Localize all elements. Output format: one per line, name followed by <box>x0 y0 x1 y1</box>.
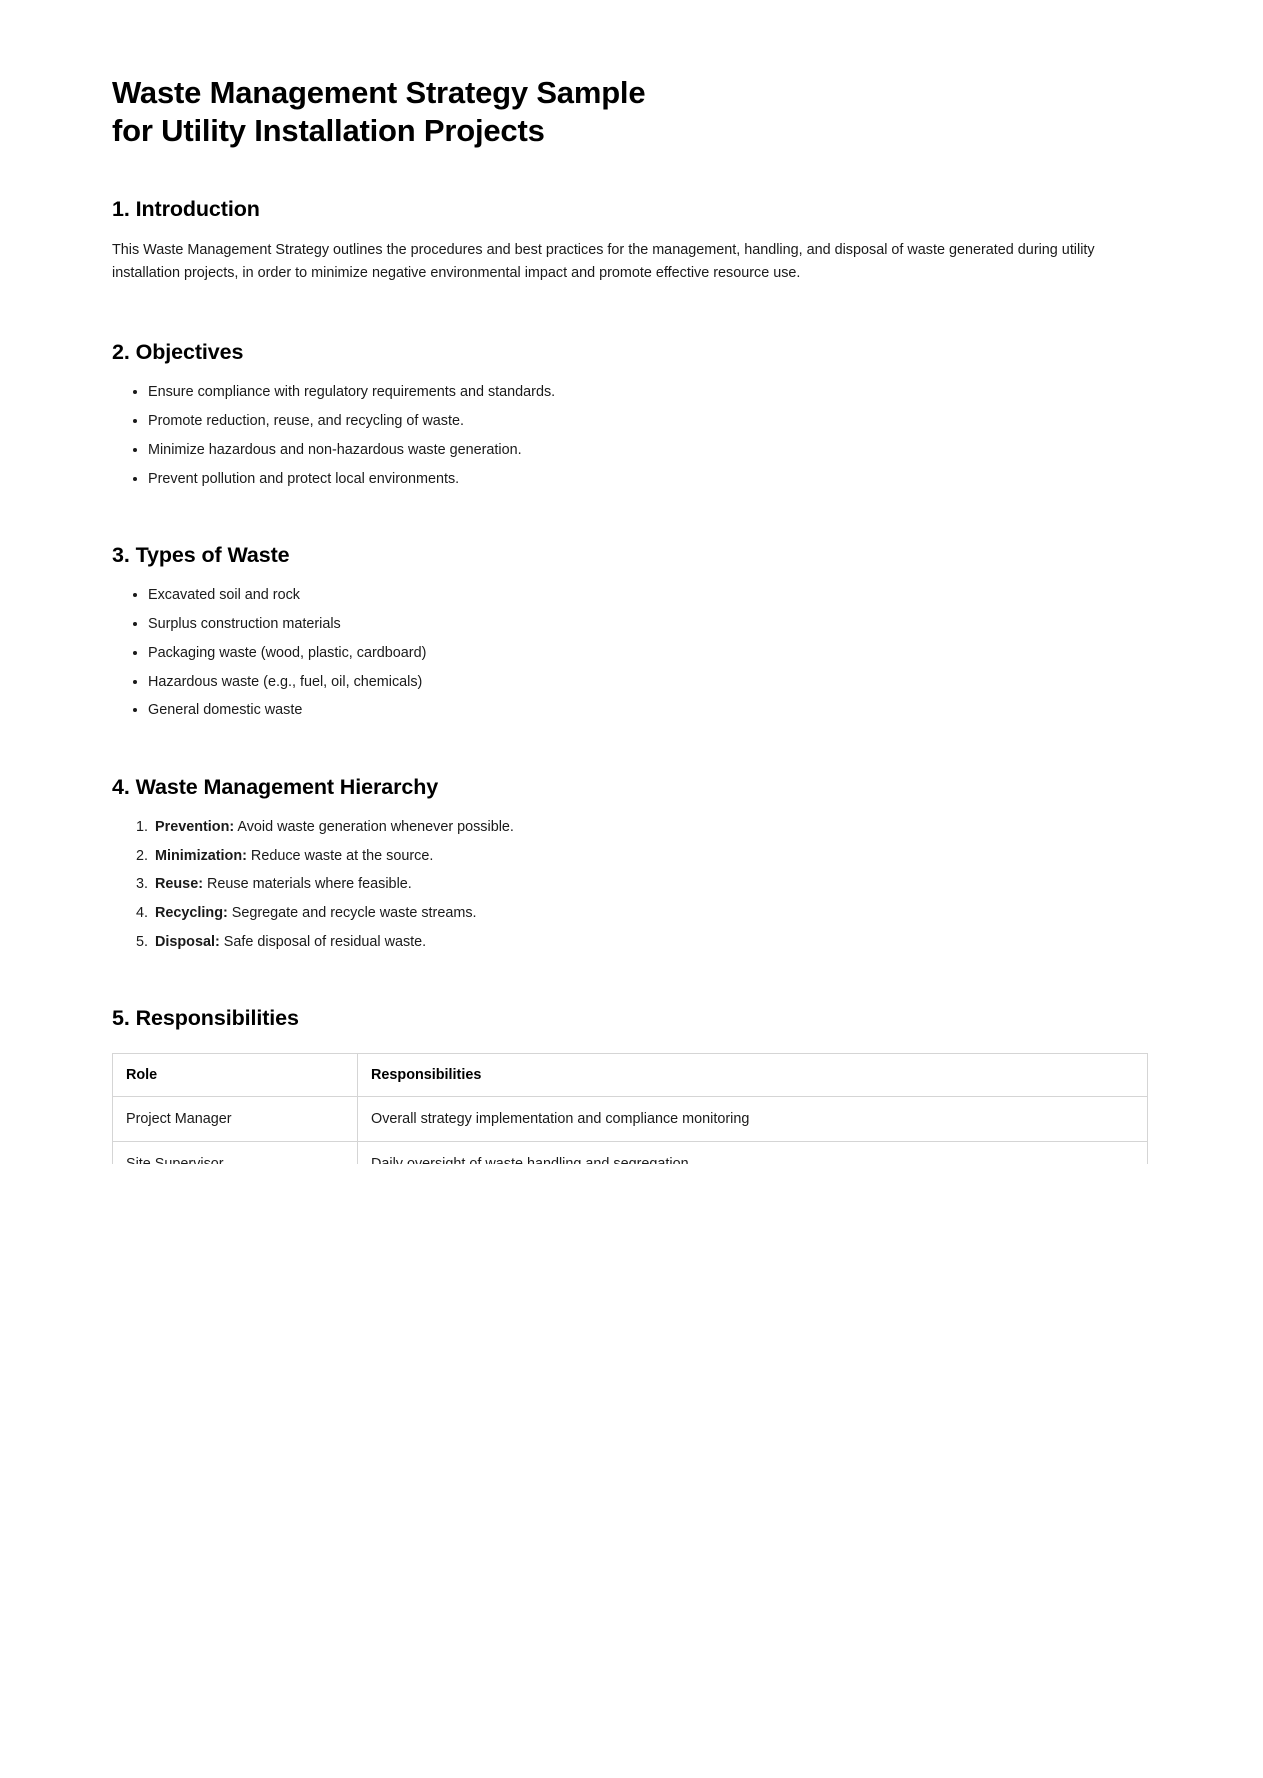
page-title-line-2: for Utility Installation Projects <box>112 112 545 148</box>
types-of-waste-list <box>112 584 1151 722</box>
list-item: • Ensure compliance with regulatory requirements and standards. <box>148 381 1151 403</box>
list-item: • Prevent pollution and protect local environments. <box>148 468 1151 490</box>
list-item-label: Minimization: <box>155 847 247 864</box>
table-cell-responsibility: Overall strategy implementation and compliance monitoring <box>358 1097 1148 1142</box>
list-item: • Hazardous waste (e.g., fuel, oil, chemicals) <box>148 671 1151 693</box>
list-item-text: Reuse materials where feasible. <box>203 876 412 893</box>
table-row <box>113 1097 1148 1142</box>
section-heading-objectives: 2. Objectives <box>112 340 244 365</box>
list-item <box>152 873 1151 895</box>
list-item: • Packaging waste (wood, plastic, cardboard) <box>148 642 1151 664</box>
page-title <box>112 74 1151 150</box>
list-item-text: Avoid waste generation whenever possible. <box>234 818 514 835</box>
list-item <box>152 845 1151 867</box>
table-column-header-role: Role <box>113 1054 358 1097</box>
hierarchy-list <box>112 816 1151 954</box>
list-item: • Promote reduction, reuse, and recycling of waste. <box>148 410 1151 432</box>
table-cell-role: Project Manager <box>113 1097 358 1142</box>
list-item-label: Disposal: <box>155 934 220 951</box>
table-header-row <box>113 1054 1148 1097</box>
list-item: • Excavated soil and rock <box>148 584 1151 606</box>
section-heading-types-of-waste: 3. Types of Waste <box>112 543 290 568</box>
list-item-text: Safe disposal of residual waste. <box>219 934 427 951</box>
list-item: • General domestic waste <box>148 699 1151 721</box>
section-heading-waste-management-hierarchy: 4. Waste Management Hierarchy <box>112 774 439 799</box>
introduction-paragraph: This Waste Management Strategy outlines the procedures and best practices for the management, handling, and disposal of waste generated during utility installation projects, in order to minimize negative environmental impact and promote effective resource use. <box>112 241 1095 281</box>
section-heading-introduction: 1. Introduction <box>112 196 260 221</box>
list-item-text: Reduce waste at the source. <box>246 847 434 864</box>
list-item-label: Prevention: <box>155 818 235 835</box>
list-item <box>152 816 1151 838</box>
list-item-label: Reuse: <box>155 876 203 893</box>
list-item-text: Segregate and recycle waste streams. <box>227 905 477 922</box>
objectives-list <box>112 381 1151 490</box>
section-heading-responsibilities: 5. Responsibilities <box>112 1006 299 1031</box>
list-item <box>152 902 1151 924</box>
page-bottom-clip <box>0 1164 1263 1778</box>
list-item: • Minimize hazardous and non-hazardous waste generation. <box>148 439 1151 461</box>
list-item: • Surplus construction materials <box>148 613 1151 635</box>
page-title-line-1: Waste Management Strategy Sample <box>112 75 646 110</box>
list-item <box>152 931 1151 953</box>
list-item-label: Recycling: <box>155 905 228 922</box>
table-column-header-responsibilities: Responsibilities <box>358 1054 1148 1097</box>
